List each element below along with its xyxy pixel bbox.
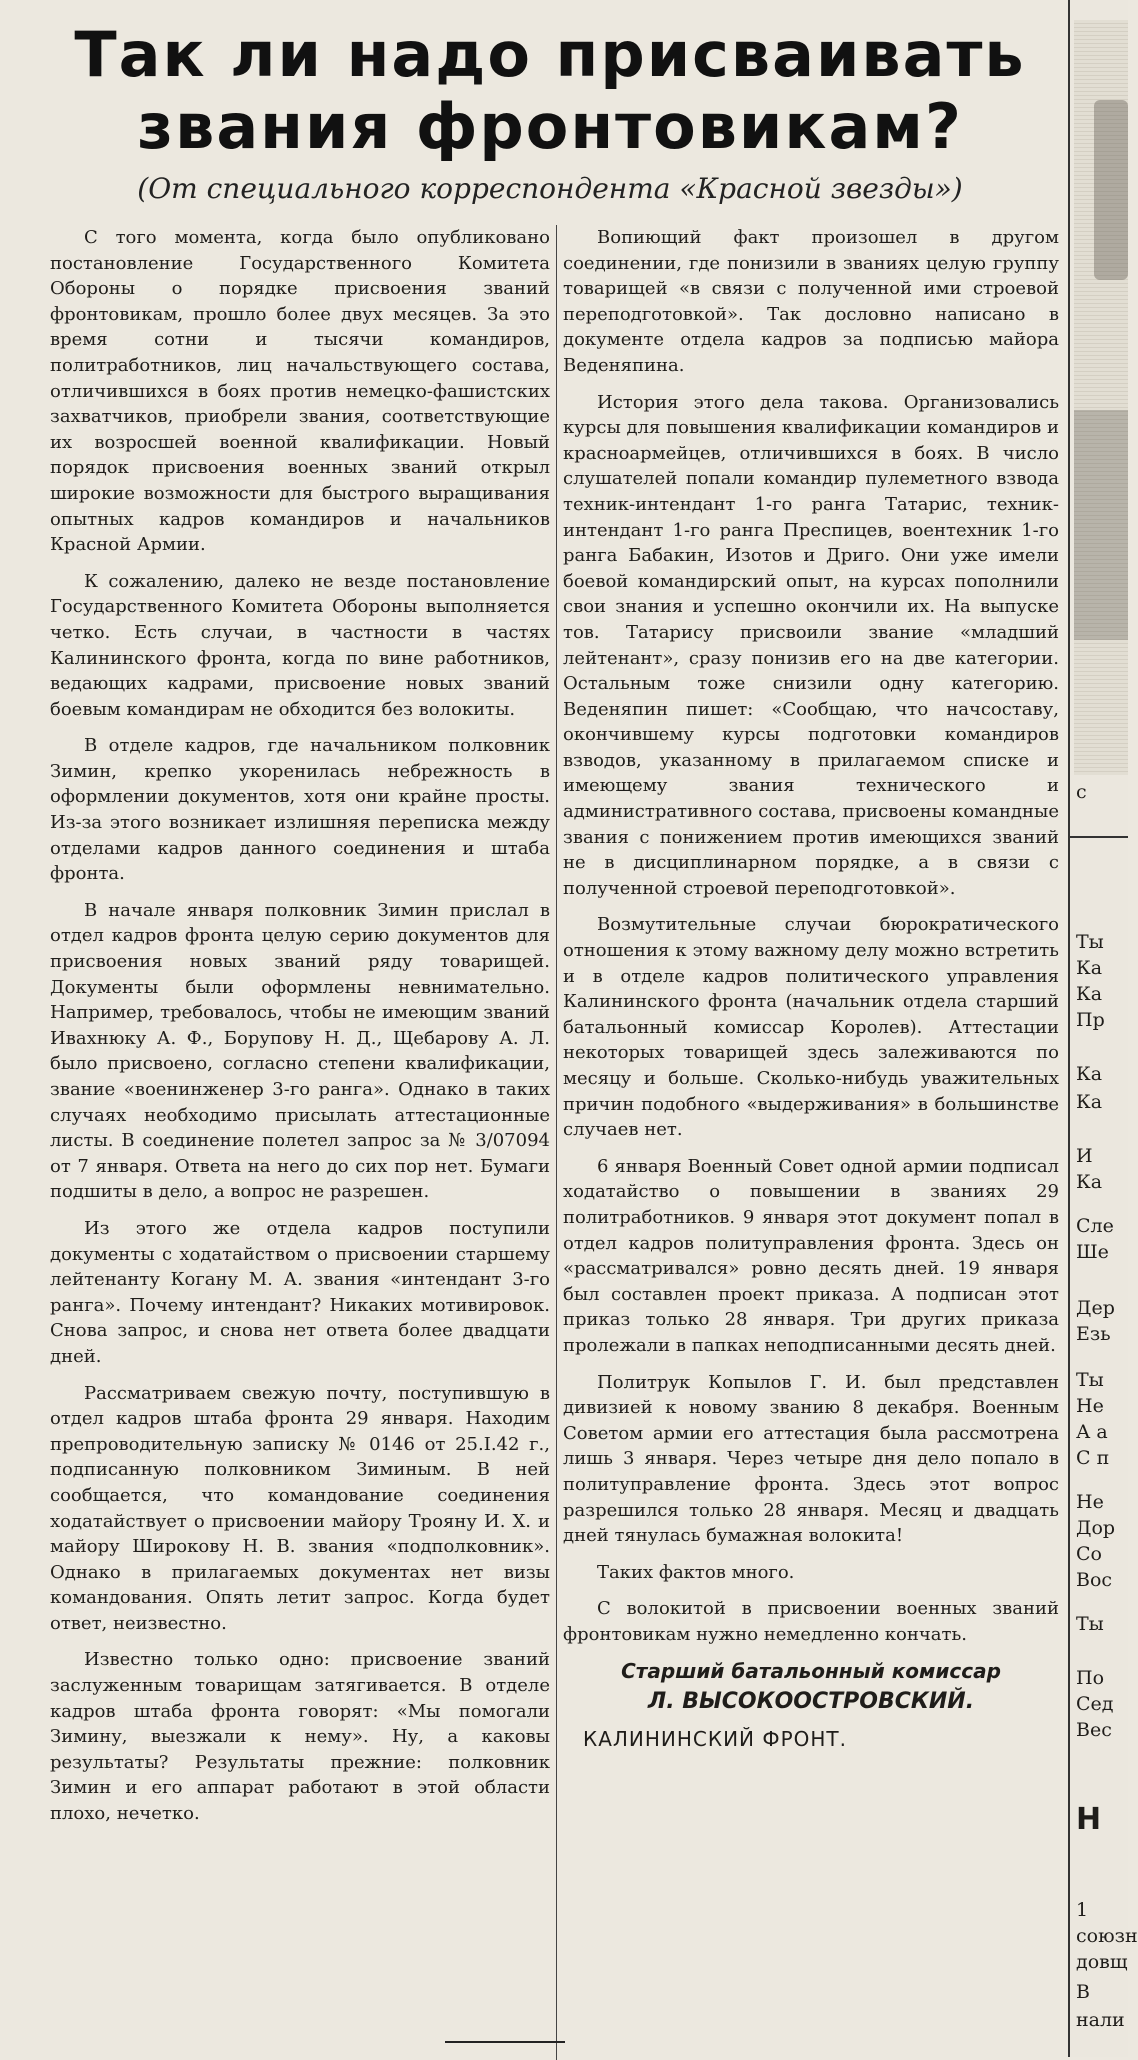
article-column-2	[563, 225, 1059, 2055]
article-column-1	[50, 225, 550, 2055]
edge-fragment: Дер	[1076, 1297, 1115, 1319]
edge-fragment: И	[1076, 1145, 1093, 1167]
paragraph: Из этого же отдела кадров поступили документы с ходатайством о присвоении старшему лейтенанту Когану М. А. звания «интендант 3-го ранга». Почему интендант? Никаких мотивировок. Снова запрос, и снова нет ответа более двадцати дней.	[50, 1217, 550, 1367]
edge-fragment: Со	[1076, 1543, 1102, 1565]
paragraph: В начале января полковник Зимин прислал в отдел кадров фронта целую серию документов для присвоения новых званий ряду товарищей. Документы были оформлены невнимательно. Например, требовалось, чтобы не имеющим званий Ивахнюку А. Ф., Борупову Н. Д., Щебарову А. Л. было присвоено, согласно степени квалификации, звание «военинженер 3-го ранга». Однако в таких случаях необходимо присылать аттестационные листы. В соединение полетел запрос за № 3/07094 от 7 января. Ответа на него до сих пор нет. Бумаги подшиты в дело, а вопрос не разрешен.	[50, 899, 550, 1203]
edge-fragment: союзн	[1076, 1925, 1138, 1947]
paragraph: Известно только одно: присвоение званий заслуженным товарищам затягивается. В отделе кадров штаба фронта говорят: «Мы помогали Зимину, выезжали к нему». Ну, а каковы результаты? Результаты прежние: полковник Зимин и его аппарат работают в этой области плохо, нечетко.	[50, 1649, 550, 1825]
edge-fragment: Ты	[1076, 1613, 1104, 1635]
edge-fragment: Ка	[1076, 1171, 1103, 1193]
adjacent-column-edge	[1068, 0, 1138, 2057]
paragraph: Вопиющий факт произошел в другом соединении, где понизили в званиях целую группу товарищей «в связи с полученной ими строевой переподготовкой». Так дословно написано в документе отдела кадров за подписью майора Веденяпина.	[563, 227, 1059, 376]
edge-fragment: довщ	[1076, 1951, 1128, 1973]
paragraph: В отделе кадров, где начальником полковник Зимин, крепко укоренилась небрежность в оформлении документов, хотя они крайне просты. Из-за этого возникает излишняя переписка между отделами кадров данного соединения и штаба фронта.	[50, 735, 550, 885]
edge-fragment: Вес	[1076, 1719, 1112, 1741]
edge-fragment: По	[1076, 1667, 1105, 1689]
headline-line-1: Так ли надо присваивать	[74, 18, 1026, 91]
paragraph: Рассматриваем свежую почту, поступившую в отдел кадров штаба фронта 29 января. Находим препроводительную записку № 0146 от 25.I.42 г., подписанную полковником Зиминым. В ней сообщается, что командование соединения ходатайствует о присвоении майору Трояну И. Х. и майору Широкову Н. В. звания «подполковник». Однако в прилагаемых документах нет визы командования. Опять летит запрос. Когда будет ответ, неизвестно.	[50, 1382, 550, 1634]
signature-name: Л. ВЫСОКООСТРОВСКИЙ.	[647, 1689, 975, 1715]
adjacent-photo	[1074, 20, 1128, 775]
paragraph: История этого дела такова. Организовались курсы для повышения квалификации командиров и красноармейцев, отличившихся в боях. В число слушателей попали командир пулеметного взвода техник-интендант 1-го ранга Татарис, техник-интендант 1-го ранга Преспицев, воентехник 1-го ранга Бабакин, Изотов и Дриго. Они уже имели боевой командирский опыт, на курсах пополнили свои знания и успешно окончили их. На выпуске тов. Татарису присвоили звание «младший лейтенант», сразу понизив его на две категории. Остальным тоже снизили одну категорию. Веденяпин пишет: «Сообщаю, что начсоставу, окончившему курсы подготовки командиров взводов, указанному в прилагаемом списке и имеющему звания технического и административного состава, присвоены командные звания с понижением против имеющихся званий не в дисциплинарном порядке, а в связи с полученной строевой переподготовкой».	[563, 391, 1059, 899]
paragraph: С того момента, когда было опубликовано постановление Государственного Комитета Обороны о порядке присвоения званий фронтовикам, прошло более двух месяцев. За это время сотни и тысячи командиров, политработников, лиц начальствующего состава, отличившихся в боях против немецко-фашистских захватчиков, приобрели звания, соответствующие их возросшей военной квалификации. Новый порядок присвоения военных званий открыл широкие возможности для быстрого выращивания опытных кадров командиров и начальников Красной Армии.	[50, 227, 550, 556]
bottom-divider	[445, 2041, 565, 2043]
edge-fragment: Ше	[1076, 1241, 1109, 1263]
paragraph: К сожалению, далеко не везде постановление Государственного Комитета Обороны выполняется четко. Есть случаи, в частности в частях Калининского фронта, когда по вине работников, ведающих кадрами, присвоение новых званий боевым командирам не обходится без волокиты.	[50, 570, 550, 720]
edge-fragment: С п	[1076, 1447, 1110, 1469]
column-divider	[556, 225, 557, 2060]
edge-fragment: Пр	[1076, 1009, 1105, 1031]
edge-fragment: Ка	[1076, 957, 1103, 979]
edge-fragment: Вос	[1076, 1569, 1113, 1591]
edge-fragment: с	[1076, 781, 1087, 803]
edge-fragment: Ка	[1076, 1091, 1103, 1113]
edge-fragment: Езь	[1076, 1323, 1111, 1345]
paragraph: Возмутительные случаи бюрократического отношения к этому важному делу можно встретить и в отделе кадров политического управления Калининского фронта (начальник отдела старший батальонный комиссар Королев). Аттестации некоторых товарищей здесь залеживаются по месяцу и больше. Сколько-нибудь уважительных причин подобного «выдерживания» в большинстве случаев нет.	[563, 914, 1059, 1141]
signature-place: КАЛИНИНСКИЙ ФРОНТ.	[583, 1727, 847, 1752]
edge-fragment: Ка	[1076, 983, 1103, 1005]
edge-fragment: Ка	[1076, 1063, 1103, 1085]
edge-fragment-heading: Н	[1076, 1802, 1102, 1837]
edge-fragment: В	[1076, 1981, 1090, 2003]
edge-divider	[1070, 836, 1128, 838]
edge-fragment: Дор	[1076, 1517, 1116, 1539]
edge-fragment: Не	[1076, 1491, 1104, 1513]
paragraph: Политрук Копылов Г. И. был представлен дивизией к новому званию 8 декабря. Военным Советом армии его аттестация была рассмотрена лишь 3 января. Через четыре дня дело попало в политуправление фронта. Здесь этот вопрос разрешился только 28 января. Месяц и двадцать дней тянулась бумажная волокита!	[563, 1371, 1059, 1547]
edge-fragment: Ты	[1076, 1369, 1104, 1391]
paragraph: Таких фактов много.	[597, 1561, 795, 1583]
paragraph: 6 января Военный Совет одной армии подписал ходатайство о повышении в званиях 29 политработников. 9 января этот документ попал в отдел кадров политуправления фронта. Здесь он «рассматривался» ровно десять дней. 19 января был составлен проект приказа. А подписан этот приказ только 28 января. Три других приказа пролежали в папках неподписанными десять дней.	[563, 1155, 1059, 1356]
paragraph: С волокитой в присвоении военных званий фронтовикам нужно немедленно кончать.	[563, 1598, 1059, 1645]
edge-fragment: нали	[1076, 2009, 1125, 2031]
edge-fragment: Не	[1076, 1395, 1104, 1417]
edge-fragment: Ты	[1076, 931, 1104, 953]
edge-fragment: А а	[1076, 1421, 1108, 1443]
signature-rank: Старший батальонный комиссар	[621, 1659, 1001, 1684]
edge-fragment: 1	[1076, 1899, 1089, 1921]
article-subtitle: (От специального корреспондента «Красной звезды»)	[137, 172, 963, 205]
edge-fragment: Сле	[1076, 1215, 1114, 1237]
headline-line-2: звания фронтовикам?	[137, 90, 963, 163]
edge-fragment: Сед	[1076, 1693, 1114, 1715]
